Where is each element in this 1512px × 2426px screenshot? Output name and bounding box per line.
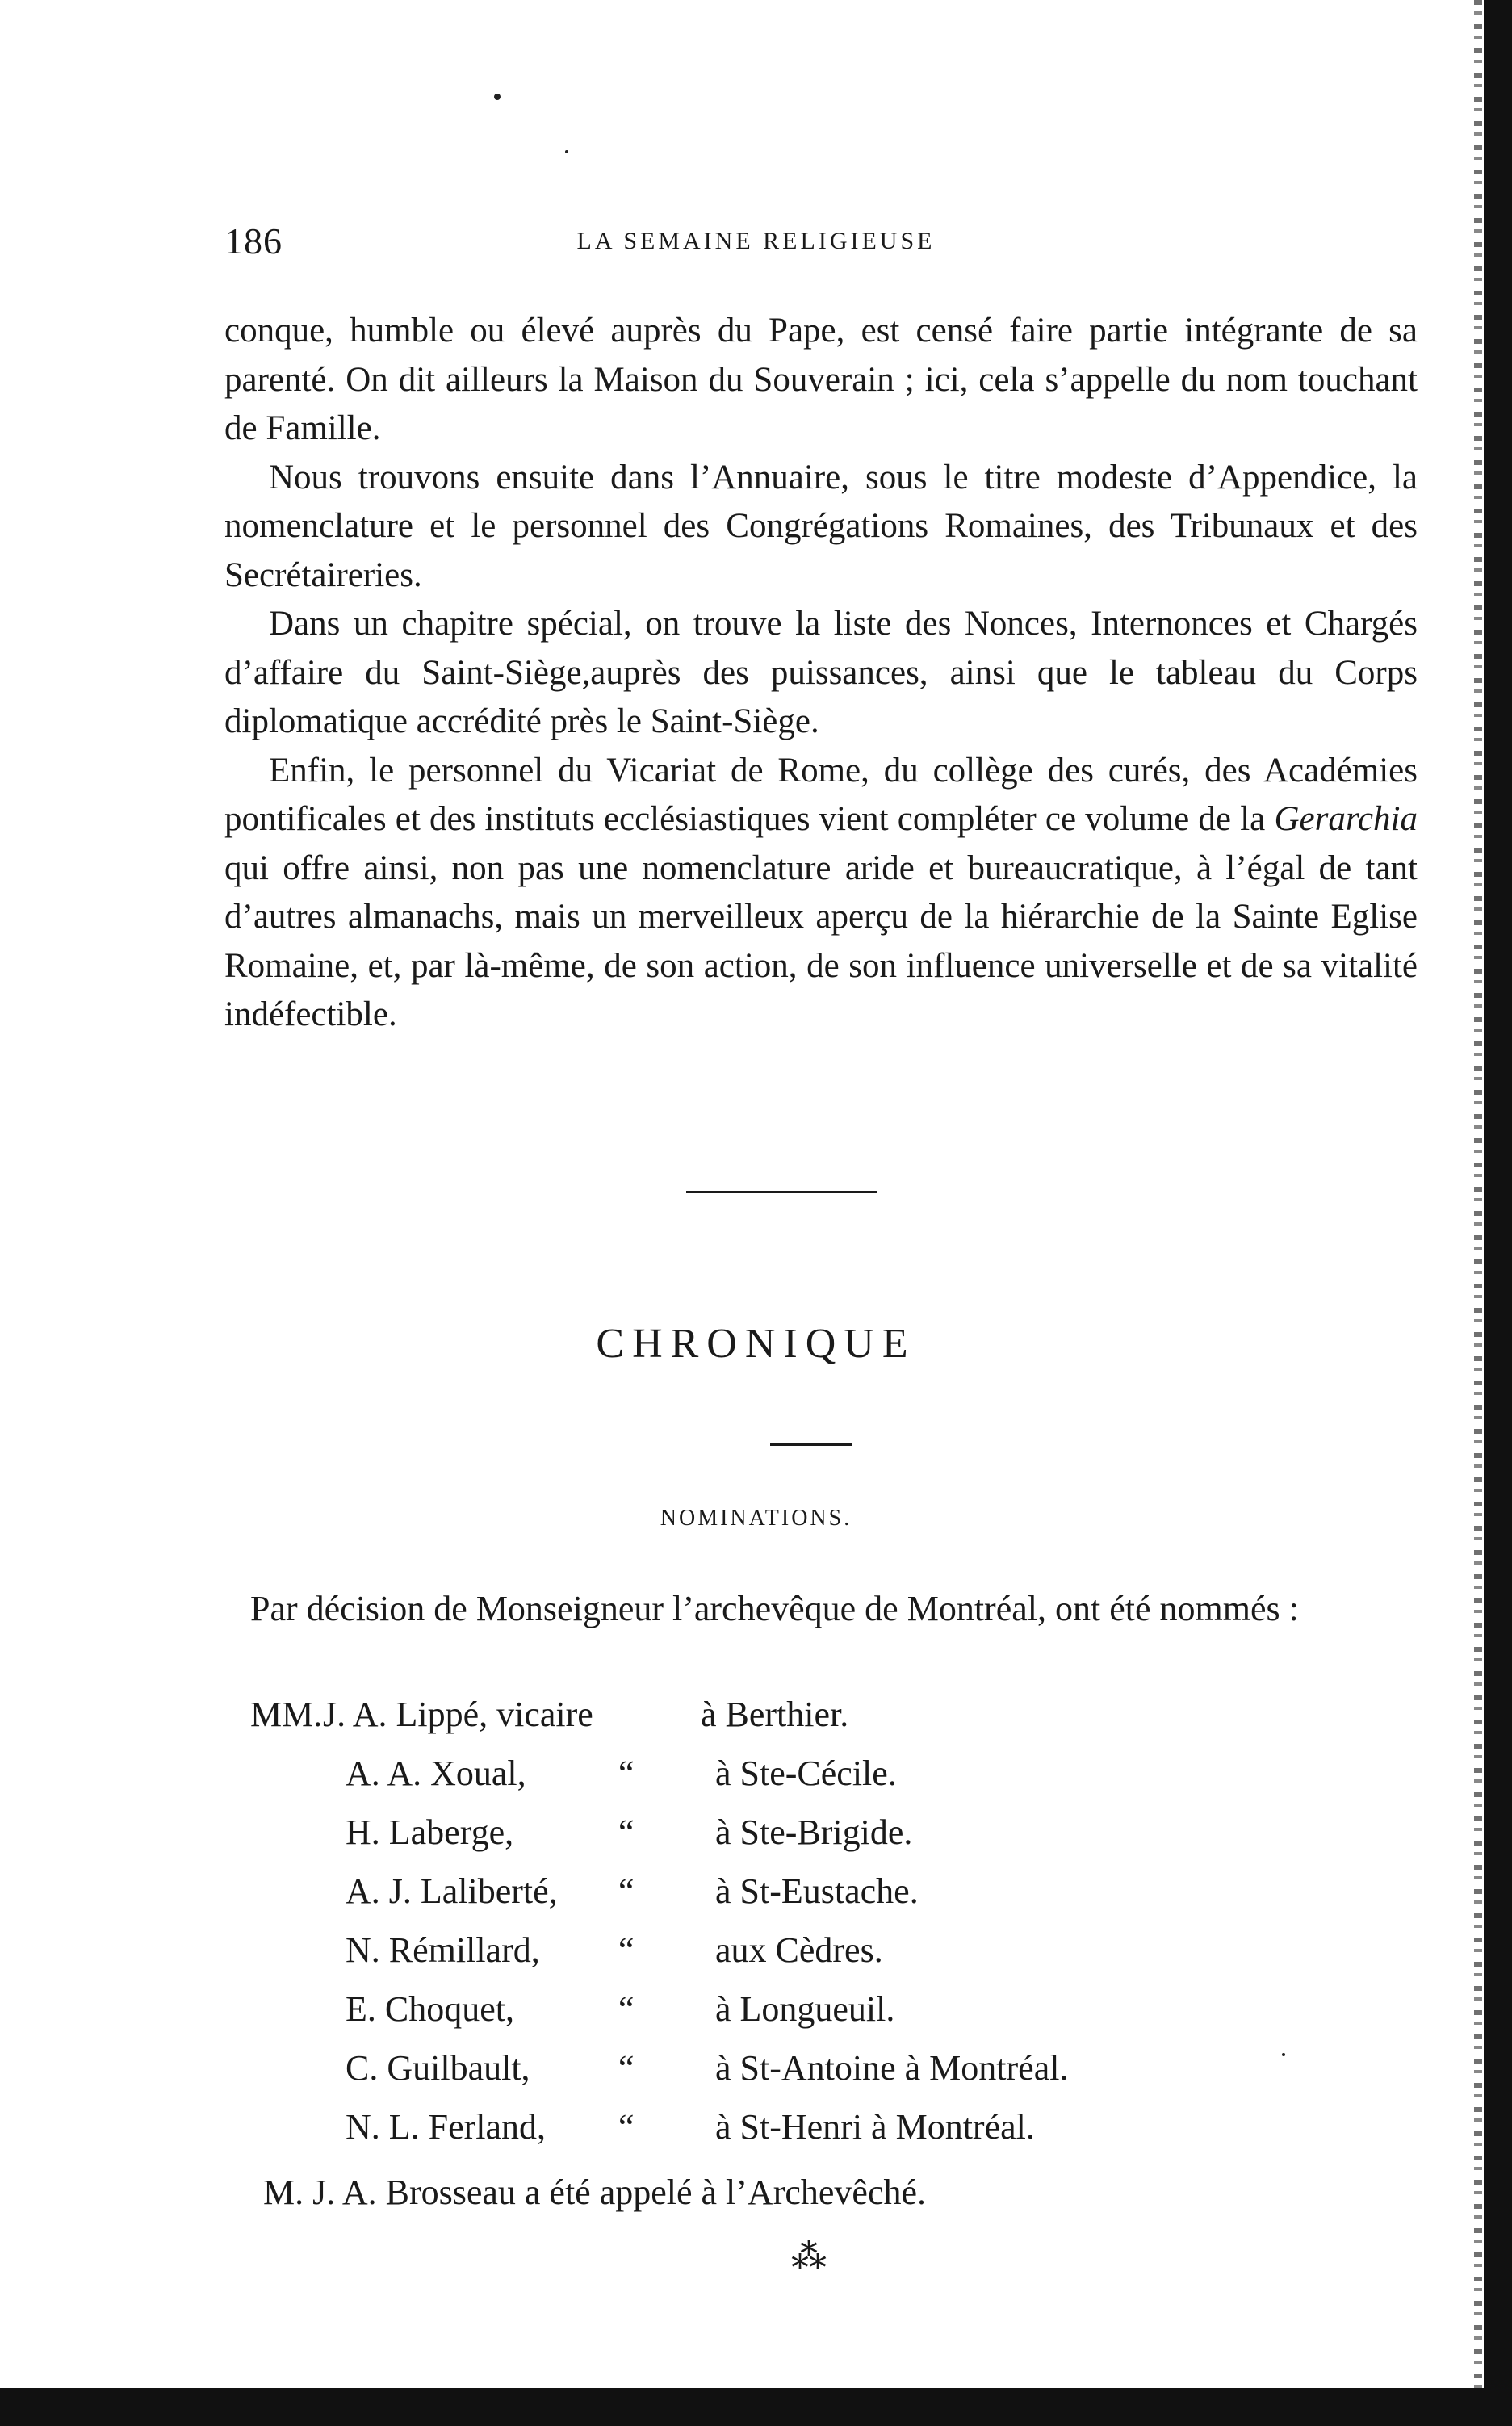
- scan-edge-bottom: [0, 2388, 1512, 2426]
- scan-edge-right: [1484, 0, 1512, 2426]
- nomination-name: A. A. Xoual,: [346, 1754, 526, 1793]
- paragraph: Dans un chapitre spécial, on trouve la liste des Nonces, Internonces et Chargés d’affaire du Saint-Siège,auprès des puissances, ainsi que le tableau du Corps diplomatique accrédité près le Saint-Siège.: [224, 605, 1418, 740]
- italic-title: Gerarchia: [1274, 800, 1418, 838]
- nomination-place: aux Cèdres.: [715, 1930, 883, 1970]
- nomination-prefix: MM.: [250, 1695, 323, 1734]
- paragraph: Nous trouvons ensuite dans l’Annuaire, sous le titre modeste d’Appendice, la nomenclature et le personnel des Congrégations Romaines, des Tribunaux et des Secrétaireries.: [224, 458, 1418, 594]
- intro-paragraph: Par décision de Monseigneur l’archevêque de Montréal, ont été nommés :: [250, 1589, 1299, 1628]
- page-number: 186: [224, 220, 283, 262]
- nomination-place: à St-Eustache.: [715, 1871, 919, 1911]
- nomination-name: N. Rémillard,: [346, 1930, 540, 1970]
- nomination-name: C. Guilbault,: [346, 2048, 530, 2088]
- ditto-mark: “: [618, 2107, 635, 2147]
- article-body: [224, 307, 1418, 1040]
- nomination-place: à Ste-Brigide.: [715, 1812, 913, 1852]
- nomination-name: A. J. Laliberté,: [346, 1871, 558, 1911]
- scan-speck: [1282, 2053, 1285, 2056]
- nomination-place: à St-Henri à Montréal.: [715, 2107, 1035, 2147]
- running-title: LA SEMAINE RELIGIEUSE: [576, 228, 936, 254]
- section-title: CHRONIQUE: [596, 1321, 916, 1367]
- nomination-name: J. A. Lippé, vicaire: [323, 1695, 593, 1734]
- ditto-mark: “: [618, 1989, 635, 2029]
- nomination-place: à Longueuil.: [715, 1989, 895, 2029]
- ditto-mark: “: [618, 2048, 635, 2088]
- paragraph: conque, humble ou élevé auprès du Pape, est censé faire partie intégrante de sa parenté. On dit ailleurs la Maison du Souverain ; ici, cela s’appelle du nom touchant de Famille.: [224, 312, 1418, 447]
- ditto-mark: “: [618, 1871, 635, 1911]
- subsection-title: NOMINATIONS.: [660, 1506, 852, 1531]
- ditto-mark: “: [618, 1812, 635, 1852]
- scan-speck: [494, 94, 501, 100]
- ditto-mark: “: [618, 1754, 635, 1793]
- nomination-place: à St-Antoine à Montréal.: [715, 2048, 1069, 2088]
- archeveche-note: M. J. A. Brosseau a été appelé à l’Archevêché.: [263, 2173, 927, 2212]
- nomination-name: E. Choquet,: [346, 1989, 514, 2029]
- nomination-place: à Ste-Cécile.: [715, 1754, 897, 1793]
- nomination-place: à Berthier.: [701, 1695, 849, 1734]
- section-divider-rule: [686, 1191, 877, 1193]
- paragraph: [224, 747, 1418, 1040]
- scan-edge-right-texture: [1474, 0, 1482, 2426]
- nomination-name: N. L. Ferland,: [346, 2107, 547, 2147]
- paragraph-text: Enfin, le personnel du Vicariat de Rome, du collège des curés, des Académies pontificales et des instituts ecclésiastiques vient compléter ce volume de la: [224, 751, 1418, 838]
- scan-speck: [565, 150, 568, 153]
- section-title-rule: [770, 1443, 852, 1446]
- nominations-intro: [212, 1584, 1418, 1634]
- nomination-name: H. Laberge,: [346, 1812, 514, 1852]
- ditto-mark: “: [618, 1930, 635, 1970]
- paragraph-text: qui offre ainsi, non pas une nomenclature aride et bureaucratique, à l’égal de tant d’autres almanachs, mais un merveilleux aperçu de la hiérarchie de la Sainte Eglise Romaine, et, par là-même, de son action, de son influence universelle et de sa vitalité indéfectible.: [224, 848, 1418, 1033]
- asterism-separator: ⁂: [791, 2237, 827, 2277]
